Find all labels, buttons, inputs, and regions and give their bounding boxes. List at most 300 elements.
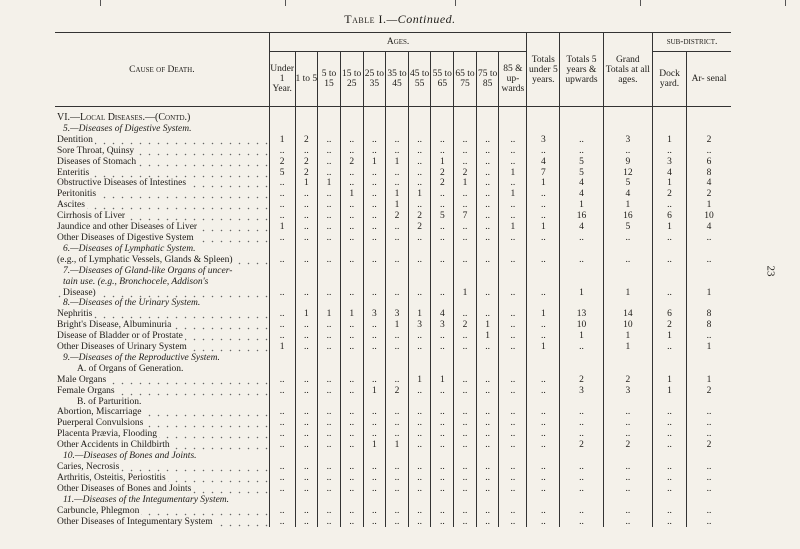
value-cell: .. [363, 178, 386, 189]
value-cell: 1 [603, 200, 652, 211]
value-cell: .. [454, 407, 477, 418]
value-cell: .. [499, 484, 527, 495]
subsection-heading [55, 451, 269, 462]
empty-cell [431, 364, 454, 375]
value-cell: .. [363, 462, 386, 473]
category-heading-label: B. of Parturition. [77, 396, 142, 407]
table-row [55, 386, 731, 397]
value-cell: .. [386, 429, 409, 440]
value-cell: 4 [603, 189, 652, 200]
empty-cell [295, 277, 318, 288]
table-row [55, 309, 731, 320]
value-cell: .. [318, 168, 341, 179]
value-cell: 1 [687, 342, 731, 353]
empty-cell [560, 451, 603, 462]
value-cell: .. [454, 517, 477, 528]
table-row [55, 418, 731, 429]
table-row [55, 440, 731, 451]
table-row [55, 288, 731, 299]
value-cell: .. [560, 418, 603, 429]
value-cell: .. [476, 407, 499, 418]
empty-cell [340, 298, 363, 309]
value-cell: .. [476, 135, 499, 146]
subsection-heading-row [55, 244, 731, 255]
value-cell: .. [454, 342, 477, 353]
value-cell: .. [653, 506, 687, 517]
empty-cell [269, 397, 295, 408]
empty-cell [269, 353, 295, 364]
value-cell: .. [527, 146, 560, 157]
value-cell: .. [318, 222, 341, 233]
value-cell: .. [603, 429, 652, 440]
value-cell: .. [454, 309, 477, 320]
empty-cell [269, 113, 295, 124]
value-cell: .. [295, 200, 318, 211]
empty-cell [408, 353, 431, 364]
value-cell: .. [269, 309, 295, 320]
value-cell: 1 [363, 386, 386, 397]
value-cell: .. [454, 200, 477, 211]
value-cell: 1 [363, 440, 386, 451]
empty-cell [603, 397, 652, 408]
table-row [55, 222, 731, 233]
value-cell: .. [408, 517, 431, 528]
empty-cell [560, 277, 603, 288]
value-cell: .. [318, 211, 341, 222]
empty-cell [499, 113, 527, 124]
empty-cell [295, 364, 318, 375]
value-cell: .. [687, 462, 731, 473]
empty-cell [318, 451, 341, 462]
value-cell: 1 [560, 200, 603, 211]
value-cell: .. [431, 331, 454, 342]
value-cell: .. [560, 146, 603, 157]
cause-cell [55, 418, 269, 429]
value-cell: 2 [295, 157, 318, 168]
value-cell: 2 [653, 320, 687, 331]
cause-cell [55, 200, 269, 211]
value-cell: 2 [408, 222, 431, 233]
empty-cell [476, 298, 499, 309]
value-cell: .. [340, 484, 363, 495]
empty-cell [653, 353, 687, 364]
value-cell: 1 [687, 375, 731, 386]
value-cell: .. [363, 407, 386, 418]
value-cell: .. [527, 517, 560, 528]
empty-cell [408, 451, 431, 462]
value-cell: .. [408, 146, 431, 157]
header-age-col: 5 to 15 [318, 52, 341, 107]
value-cell: .. [318, 484, 341, 495]
value-cell: 2 [653, 189, 687, 200]
empty-cell [431, 495, 454, 506]
value-cell: .. [363, 375, 386, 386]
empty-cell [386, 451, 409, 462]
table-row [55, 157, 731, 168]
value-cell: .. [318, 342, 341, 353]
value-cell: .. [340, 342, 363, 353]
value-cell: .. [527, 189, 560, 200]
empty-cell [363, 451, 386, 462]
subsection-heading-row [55, 124, 731, 135]
category-heading [55, 397, 269, 408]
header-grand-totals: Grand Totals at all ages. [603, 33, 652, 107]
empty-cell [295, 298, 318, 309]
value-cell: .. [363, 233, 386, 244]
header-age-col: 75 to 85 [476, 52, 499, 107]
empty-cell [653, 277, 687, 288]
empty-cell [295, 244, 318, 255]
empty-cell [560, 244, 603, 255]
value-cell: .. [318, 157, 341, 168]
cause-label: Jaundice and other Diseases of Liver [57, 222, 198, 233]
cause-label: Enteritis [57, 167, 90, 178]
value-cell: 2 [386, 386, 409, 397]
value-cell: .. [408, 157, 431, 168]
empty-cell [269, 364, 295, 375]
value-cell: .. [340, 222, 363, 233]
value-cell: .. [295, 211, 318, 222]
value-cell: .. [269, 189, 295, 200]
table-title-suffix: —Continued. [386, 12, 456, 26]
empty-cell [560, 124, 603, 135]
value-cell: .. [653, 429, 687, 440]
value-cell: .. [408, 342, 431, 353]
value-cell: .. [408, 506, 431, 517]
cause-label: Arthritis, Osteitis, Periostitis [57, 472, 166, 483]
value-cell: .. [454, 135, 477, 146]
value-cell: .. [653, 255, 687, 266]
empty-cell [687, 298, 731, 309]
value-cell: .. [269, 320, 295, 331]
value-cell: .. [603, 407, 652, 418]
empty-cell [318, 397, 341, 408]
cause-label: Abortion, Miscarriage [57, 407, 142, 418]
cause-label: Other Diseases of Integumentary System [57, 516, 213, 527]
cause-cell [55, 386, 269, 397]
value-cell: .. [386, 517, 409, 528]
header-age-col: Under 1 Year. [269, 52, 295, 107]
value-cell: .. [408, 429, 431, 440]
cause-cell [55, 233, 269, 244]
cause-label: Disease of Bladder or of Prostate [57, 331, 183, 342]
value-cell: .. [527, 288, 560, 299]
value-cell: .. [431, 288, 454, 299]
value-cell: .. [454, 233, 477, 244]
value-cell: .. [363, 418, 386, 429]
empty-cell [363, 353, 386, 364]
empty-cell [687, 244, 731, 255]
value-cell: .. [269, 517, 295, 528]
value-cell: 1 [653, 222, 687, 233]
empty-cell [687, 124, 731, 135]
value-cell: .. [454, 473, 477, 484]
value-cell: 2 [560, 440, 603, 451]
cause-cell [55, 429, 269, 440]
cause-cell [55, 462, 269, 473]
empty-cell [431, 353, 454, 364]
value-cell: .. [340, 255, 363, 266]
empty-cell [295, 124, 318, 135]
value-cell: .. [499, 157, 527, 168]
empty-cell [363, 124, 386, 135]
header-age-col: 1 to 5 [295, 52, 318, 107]
value-cell: .. [408, 386, 431, 397]
value-cell: .. [499, 418, 527, 429]
value-cell: .. [431, 462, 454, 473]
value-cell: .. [454, 429, 477, 440]
value-cell: .. [408, 255, 431, 266]
value-cell: .. [431, 473, 454, 484]
page-number: 23 [764, 265, 777, 277]
empty-cell [269, 124, 295, 135]
subsection-heading [55, 495, 269, 506]
value-cell: 1 [560, 331, 603, 342]
empty-cell [603, 124, 652, 135]
value-cell: .. [386, 146, 409, 157]
value-cell: 10 [687, 211, 731, 222]
value-cell: .. [363, 211, 386, 222]
value-cell: .. [527, 375, 560, 386]
value-cell: .. [295, 418, 318, 429]
value-cell: .. [499, 200, 527, 211]
value-cell: .. [603, 517, 652, 528]
cause-cell [55, 342, 269, 353]
value-cell: .. [476, 309, 499, 320]
empty-cell [527, 277, 560, 288]
table-row [55, 517, 731, 528]
value-cell: .. [295, 462, 318, 473]
cause-cell [55, 517, 269, 528]
value-cell: 13 [560, 309, 603, 320]
value-cell: 3 [363, 309, 386, 320]
value-cell: .. [295, 146, 318, 157]
value-cell: .. [687, 506, 731, 517]
empty-cell [269, 266, 295, 277]
value-cell: .. [318, 288, 341, 299]
empty-cell [476, 364, 499, 375]
value-cell: 8 [687, 309, 731, 320]
value-cell: .. [687, 233, 731, 244]
value-cell: 2 [603, 375, 652, 386]
table-row [55, 473, 731, 484]
value-cell: .. [527, 386, 560, 397]
value-cell: .. [363, 517, 386, 528]
empty-cell [499, 451, 527, 462]
value-cell: .. [499, 473, 527, 484]
value-cell: 1 [295, 178, 318, 189]
value-cell: 16 [560, 211, 603, 222]
value-cell: 1 [431, 157, 454, 168]
value-cell: .. [476, 375, 499, 386]
value-cell: .. [560, 517, 603, 528]
empty-cell [499, 495, 527, 506]
empty-cell [527, 364, 560, 375]
value-cell: 2 [454, 168, 477, 179]
value-cell: .. [560, 342, 603, 353]
value-cell: 1 [408, 375, 431, 386]
value-cell: .. [653, 462, 687, 473]
value-cell: .. [318, 429, 341, 440]
empty-cell [363, 113, 386, 124]
empty-cell [318, 244, 341, 255]
value-cell: .. [499, 342, 527, 353]
value-cell: 1 [527, 309, 560, 320]
empty-cell [269, 244, 295, 255]
cause-label: Carbuncle, Phlegmon [57, 505, 140, 516]
value-cell: 2 [295, 135, 318, 146]
empty-cell [476, 277, 499, 288]
empty-cell [687, 113, 731, 124]
value-cell: .. [527, 200, 560, 211]
value-cell: .. [295, 331, 318, 342]
value-cell: .. [527, 462, 560, 473]
empty-cell [499, 124, 527, 135]
value-cell: .. [499, 211, 527, 222]
empty-cell [340, 364, 363, 375]
empty-cell [431, 397, 454, 408]
value-cell: 6 [653, 211, 687, 222]
value-cell: .. [363, 342, 386, 353]
value-cell: .. [408, 440, 431, 451]
empty-cell [431, 244, 454, 255]
value-cell: 1 [687, 200, 731, 211]
value-cell: 1 [527, 222, 560, 233]
table-row [55, 407, 731, 418]
table-row [55, 375, 731, 386]
subsection-heading-row [55, 298, 731, 309]
header-age-col: 65 to 75 [454, 52, 477, 107]
value-cell: .. [499, 320, 527, 331]
value-cell: .. [476, 178, 499, 189]
value-cell: 1 [340, 309, 363, 320]
cause-label: Dentition [57, 134, 93, 145]
empty-cell [363, 244, 386, 255]
value-cell: .. [560, 255, 603, 266]
mortality-table [55, 32, 731, 527]
empty-cell [408, 266, 431, 277]
value-cell: .. [431, 418, 454, 429]
empty-cell [454, 495, 477, 506]
table-body [55, 107, 731, 528]
value-cell: 5 [560, 157, 603, 168]
value-cell: .. [408, 200, 431, 211]
value-cell: .. [269, 473, 295, 484]
cause-label: Diseases of Stomach [57, 156, 137, 167]
cause-cell [55, 473, 269, 484]
value-cell: 1 [499, 222, 527, 233]
subsection-heading-row [55, 277, 731, 288]
empty-cell [454, 124, 477, 135]
empty-cell [340, 397, 363, 408]
cause-label: Other Diseases of Digestive System [57, 232, 194, 243]
value-cell: .. [476, 255, 499, 266]
header-totals-under5: Totals under 5 years. [527, 33, 560, 107]
value-cell: .. [340, 375, 363, 386]
value-cell: 2 [687, 440, 731, 451]
table-row [55, 233, 731, 244]
empty-cell [454, 451, 477, 462]
table-row [55, 168, 731, 179]
value-cell: 4 [560, 178, 603, 189]
empty-cell [499, 244, 527, 255]
value-cell: .. [386, 233, 409, 244]
value-cell: 4 [527, 157, 560, 168]
value-cell: .. [340, 320, 363, 331]
value-cell: .. [476, 429, 499, 440]
cause-label: Cirrhosis of Liver [57, 211, 126, 222]
empty-cell [454, 353, 477, 364]
value-cell: .. [295, 473, 318, 484]
value-cell: .. [318, 473, 341, 484]
empty-cell [653, 451, 687, 462]
value-cell: .. [687, 517, 731, 528]
empty-cell [653, 266, 687, 277]
subsection-heading-label: 10.—Diseases of Bones and Joints. [63, 451, 197, 462]
cause-cell [55, 440, 269, 451]
value-cell: 1 [408, 189, 431, 200]
empty-cell [603, 113, 652, 124]
value-cell: 2 [408, 211, 431, 222]
table-row [55, 331, 731, 342]
empty-cell [499, 397, 527, 408]
value-cell: 1 [269, 222, 295, 233]
empty-cell [476, 397, 499, 408]
cause-cell [55, 331, 269, 342]
table-row [55, 342, 731, 353]
value-cell: .. [408, 288, 431, 299]
value-cell: 4 [687, 178, 731, 189]
value-cell: .. [269, 211, 295, 222]
empty-cell [527, 266, 560, 277]
value-cell: 1 [499, 189, 527, 200]
value-cell: .. [499, 309, 527, 320]
empty-cell [476, 353, 499, 364]
value-cell: .. [499, 233, 527, 244]
value-cell: .. [295, 484, 318, 495]
empty-cell [295, 495, 318, 506]
empty-cell [527, 298, 560, 309]
value-cell: 16 [603, 211, 652, 222]
cause-label: Female Organs [57, 385, 115, 396]
value-cell: .. [476, 462, 499, 473]
value-cell: 1 [408, 309, 431, 320]
value-cell: 8 [687, 168, 731, 179]
value-cell: 5 [603, 222, 652, 233]
value-cell: .. [431, 255, 454, 266]
cause-label: Placenta Prævia, Flooding [57, 429, 158, 440]
value-cell: .. [454, 440, 477, 451]
value-cell: .. [527, 440, 560, 451]
table-row [55, 255, 731, 266]
empty-cell [408, 364, 431, 375]
value-cell: .. [603, 506, 652, 517]
value-cell: .. [499, 429, 527, 440]
subsection-heading-label: 8.—Diseases of the Urinary System. [63, 298, 201, 309]
value-cell: 2 [560, 375, 603, 386]
empty-cell [386, 495, 409, 506]
subsection-heading-row [55, 266, 731, 277]
empty-cell [408, 277, 431, 288]
value-cell: 7 [527, 168, 560, 179]
empty-cell [476, 451, 499, 462]
value-cell: .. [476, 386, 499, 397]
value-cell: 4 [560, 189, 603, 200]
empty-cell [386, 364, 409, 375]
value-cell: .. [476, 506, 499, 517]
value-cell: 7 [454, 211, 477, 222]
empty-cell [499, 353, 527, 364]
